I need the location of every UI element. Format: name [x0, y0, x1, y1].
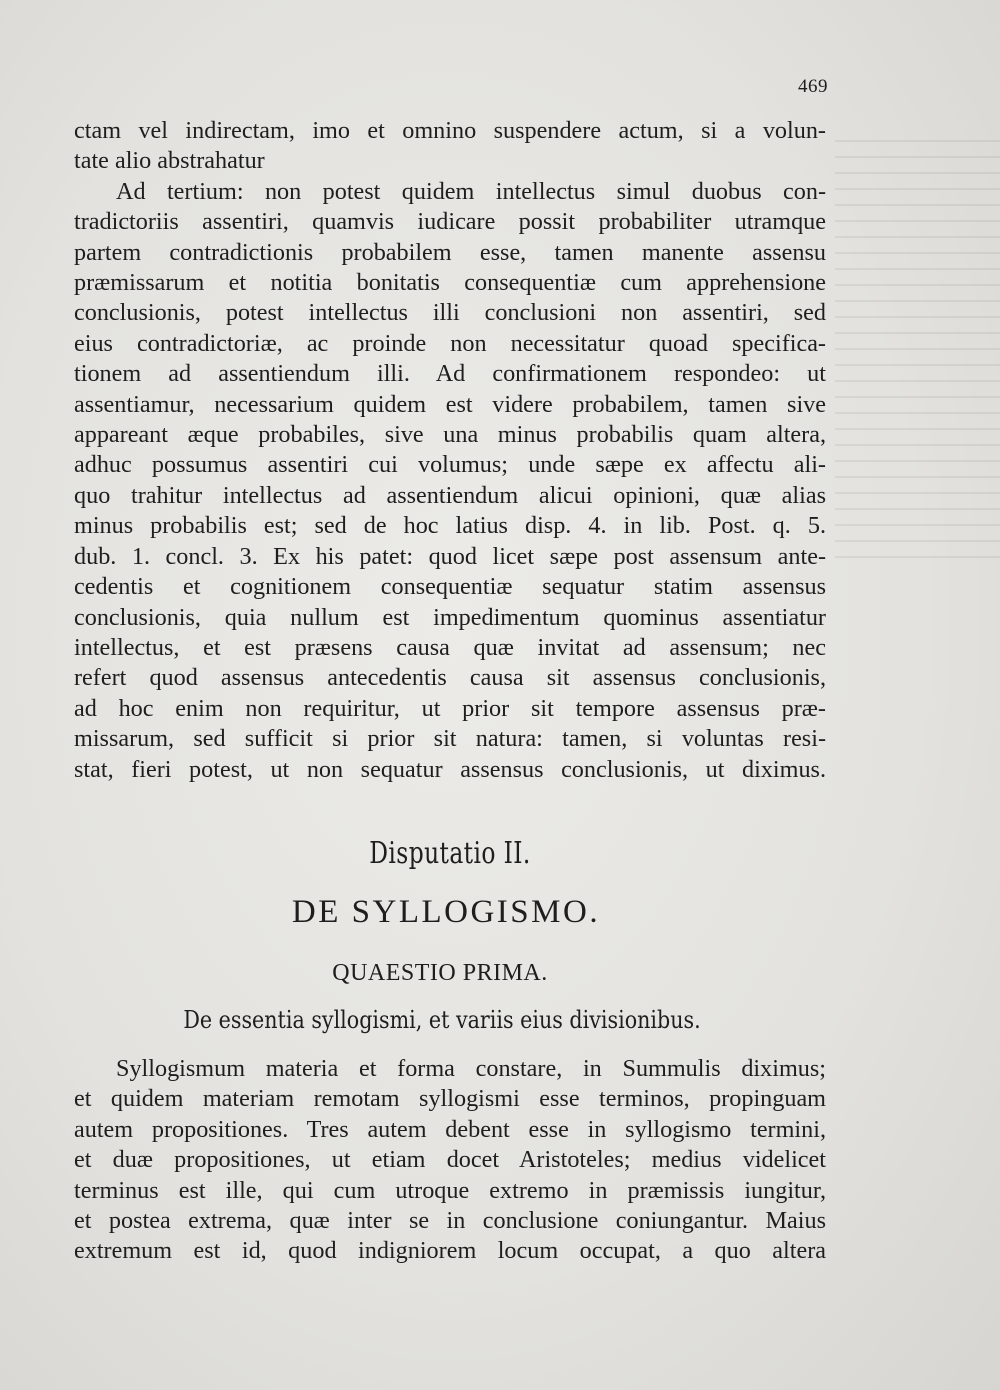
text-line: tionem ad assentiendum illi. Ad confirmationem respondeo: ut: [74, 360, 826, 388]
text-line: eius contradictoriæ, ac proinde non necessitatur quoad specifica-: [74, 329, 826, 357]
text-line: et postea extrema, quæ inter se in conclusione coniungantur. Maius: [74, 1207, 826, 1235]
text-line: quo trahitur intellectus ad assentiendum alicui opinioni, quæ alias: [74, 481, 826, 509]
text-line: adhuc possumus assentiri cui volumus; unde sæpe ex affectu ali-: [74, 451, 826, 479]
text-block-top: [74, 116, 826, 785]
text-line: ctam vel indirectam, imo et omnino suspendere actum, si a volun-: [74, 117, 826, 144]
text-line: intellectus, et est præsens causa quæ invitat ad assensum; nec: [74, 633, 826, 661]
text-line: assentiamur, necessarium quidem est videre probabilem, tamen sive: [74, 390, 826, 418]
text-line: tradictoriis assentiri, quamvis iudicare possit probabiliter utramque: [74, 208, 826, 236]
text-line: dub. 1. concl. 3. Ex his patet: quod licet sæpe post assensum ante-: [74, 542, 826, 570]
text-line: Syllogismum materia et forma constare, in Summulis diximus;: [116, 1055, 826, 1082]
text-line: conclusionis, quia nullum est impedimentum quominus assentiatur: [74, 603, 826, 631]
text-line: stat, fieri potest, ut non sequatur assensus conclusionis, ut diximus.: [74, 755, 826, 783]
bleed-through-shadow: [835, 140, 1000, 560]
text-line: refert quod assensus antecedentis causa sit assensus conclusionis,: [74, 664, 826, 692]
text-line: et quidem materiam remotam syllogismi esse terminos, propinguam: [74, 1085, 826, 1113]
text-line: partem contradictionis probabilem esse, tamen manente assensu: [74, 238, 826, 266]
text-line: minus probabilis est; sed de hoc latius disp. 4. in lib. Post. q. 5.: [74, 512, 826, 540]
text-line: cedentis et cognitionem consequentiæ sequatur statim assensus: [74, 573, 826, 601]
text-line: extremum est id, quod indigniorem locum occupat, a quo altera: [74, 1237, 826, 1265]
text-line: terminus est ille, qui cum utroque extremo in præmissis iungitur,: [74, 1176, 826, 1204]
text-line: conclusionis, potest intellectus illi conclusioni non assentiri, sed: [74, 299, 826, 327]
text-block-bottom: [74, 1054, 826, 1267]
text-line: et duæ propositiones, ut etiam docet Aristoteles; medius videlicet: [74, 1146, 826, 1174]
text-line: autem propositiones. Tres autem debent esse in syllogismo termini,: [74, 1115, 826, 1143]
page-number: 469: [798, 76, 828, 97]
text-line: præmissarum et notitia bonitatis consequentiæ cum apprehensione: [74, 269, 826, 297]
text-line: Ad tertium: non potest quidem intellectus simul duobus con-: [116, 177, 826, 205]
text-line: ad hoc enim non requiritur, ut prior sit tempore assensus præ-: [74, 694, 826, 722]
chapter-title: DE SYLLOGISMO.: [291, 894, 601, 930]
disputatio-heading: Disputatio II.: [369, 836, 531, 871]
text-line: missarum, sed sufficit si prior sit natura: tamen, si voluntas resi-: [74, 725, 826, 753]
text-line: tate alio abstrahatur: [74, 147, 265, 175]
text-line: appareant æque probabiles, sive una minus probabilis quam altera,: [74, 421, 826, 449]
quaestio-subtitle: De essentia syllogismi, et variis eius divisionibus.: [183, 1006, 701, 1034]
quaestio-heading: QUAESTIO PRIMA.: [332, 960, 548, 986]
